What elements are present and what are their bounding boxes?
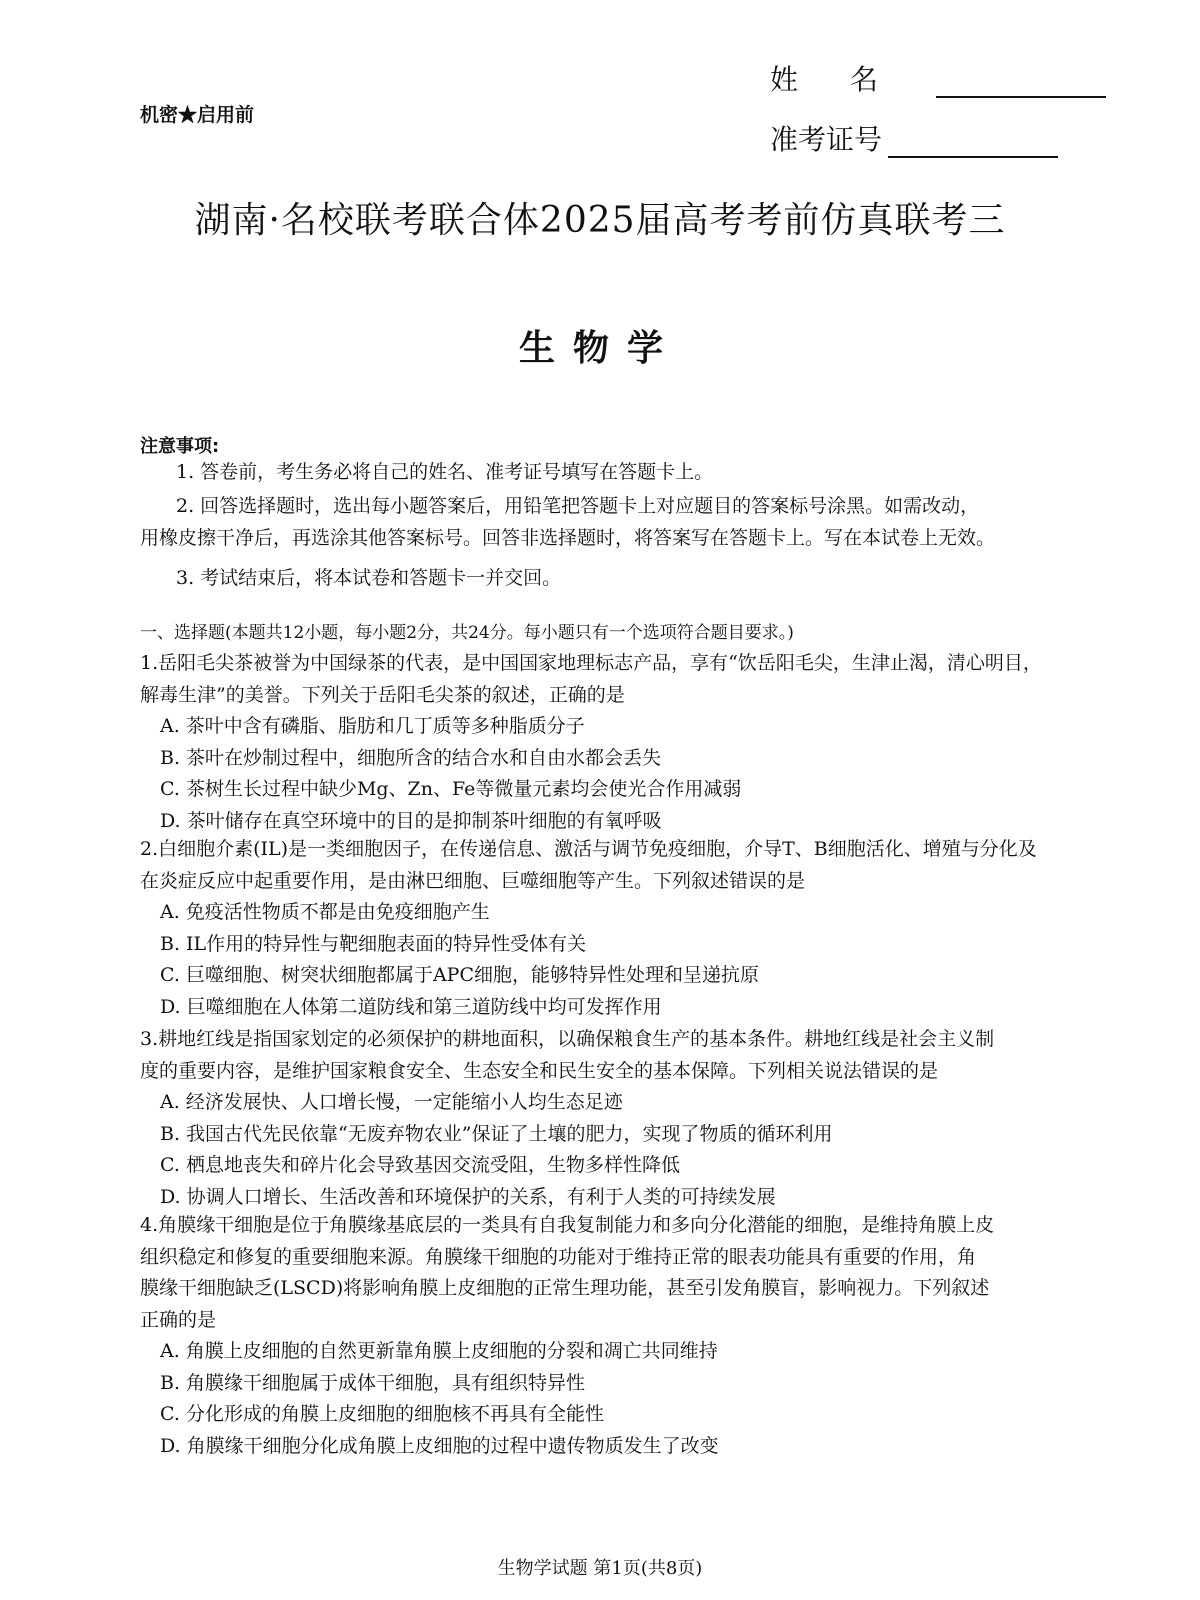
option-d: D. 茶叶储存在真空环境中的目的是抑制茶叶细胞的有氧呼吸 [160,809,662,832]
note-item-2-line-1: 2. 回答选择题时，选出每小题答案后，用铅笔把答题卡上对应题目的答案标号涂黑。如需改动， [176,495,980,517]
option-a: A. 经济发展快、人口增长慢，一定能缩小人均生态足迹 [160,1091,623,1113]
question-stem-line: 1.岳阳毛尖茶被誉为中国绿茶的代表，是中国国家地理标志产品，享有“饮岳阳毛尖，生津止渴，清心明目， [140,652,1042,674]
option-a: A. 免疫活性物质不都是由免疫细胞产生 [160,901,490,923]
option-b: B. 角膜缘干细胞属于成体干细胞，具有组织特异性 [160,1371,586,1394]
note-item-3: 3. 考试结束后，将本试卷和答题卡一并交回。 [176,567,562,589]
question-stem-line: 4.角膜缘干细胞是位于角膜缘基底层的一类具有自我复制能力和多向分化潜能的细胞，是维持角膜上皮 [140,1214,995,1236]
question-4 [140,1210,1060,1462]
question-stem-line: 3.耕地红线是指国家划定的必须保护的耕地面积，以确保粮食生产的基本条件。耕地红线是社会主义制 [140,1028,995,1050]
note-item-1: 1. 答卷前，考生务必将自己的姓名、准考证号填写在答题卡上。 [176,461,714,483]
option-c: C. 茶树生长过程中缺少Mg、Zn、Fe等微量元素均会使光合作用减弱 [160,778,742,800]
exam-id-label: 准考证号 [770,123,883,156]
exam-title: 湖南·名校联考联合体2025届高考考前仿真联考三 [194,200,1006,241]
name-blank-line [936,66,1106,98]
option-c: C. 栖息地丧失和碎片化会导致基因交流受阻，生物多样性降低 [160,1154,680,1176]
question-3 [140,1024,1060,1213]
notes-heading: 注意事项: [140,436,220,457]
exam-id-blank-line [888,126,1058,158]
option-d: D. 角膜缘干细胞分化成角膜上皮细胞的过程中遗传物质发生了改变 [160,1434,719,1457]
question-2 [140,834,1060,1023]
question-stem-line: 解毒生津”的美誉。下列关于岳阳毛尖茶的叙述，正确的是 [140,683,625,706]
name-label: 姓名 [770,63,931,96]
option-a: A. 角膜上皮细胞的自然更新靠角膜上皮细胞的分裂和凋亡共同维持 [160,1340,718,1362]
option-b: B. 茶叶在炒制过程中，细胞所含的结合水和自由水都会丢失 [160,746,662,769]
name-field [770,58,1106,98]
page-footer: 生物学试题 第1页(共8页) [497,1558,703,1579]
confidential-label: 机密★启用前 [140,104,255,126]
subject-title: 生物学 [518,328,681,369]
exam-id-field [770,118,1058,158]
option-b: B. IL作用的特异性与靶细胞表面的特异性受体有关 [160,932,587,955]
option-b: B. 我国古代先民依靠“无废弃物农业”保证了土壤的肥力，实现了物质的循环利用 [160,1122,833,1145]
note-item-2-line-2: 用橡皮擦干净后，再选涂其他答案标号。回答非选择题时，将答案写在答题卡上。写在本试卷上无效。 [140,527,996,549]
question-stem-line: 组织稳定和修复的重要细胞来源。角膜缘干细胞的功能对于维持正常的眼表功能具有重要的作用，角 [140,1245,977,1268]
question-stem-line: 在炎症反应中起重要作用，是由淋巴细胞、巨噬细胞等产生。下列叙述错误的是 [140,869,806,892]
option-d: D. 巨噬细胞在人体第二道防线和第三道防线中均可发挥作用 [160,995,662,1018]
option-c: C. 分化形成的角膜上皮细胞的细胞核不再具有全能性 [160,1403,604,1425]
question-stem-line: 膜缘干细胞缺乏(LSCD)将影响角膜上皮细胞的正常生理功能，甚至引发角膜盲，影响视力。下列叙述 [140,1277,990,1299]
option-c: C. 巨噬细胞、树突状细胞都属于APC细胞，能够特异性处理和呈递抗原 [160,964,759,986]
option-d: D. 协调人口增长、生活改善和环境保护的关系，有利于人类的可持续发展 [160,1185,776,1208]
question-stem-line: 度的重要内容，是维护国家粮食安全、生态安全和民生安全的基本保障。下列相关说法错误的是 [140,1059,939,1082]
option-a: A. 茶叶中含有磷脂、脂肪和几丁质等多种脂质分子 [160,715,585,737]
section-heading: 一、选择题(本题共12小题，每小题2分，共24分。每小题只有一个选项符合题目要求。) [140,623,794,643]
question-1 [140,648,1060,837]
question-stem-line: 正确的是 [140,1308,217,1331]
question-stem-line: 2.白细胞介素(IL)是一类细胞因子，在传递信息、激活与调节免疫细胞，介导T、B细胞活化、增殖与分化及 [140,838,1037,860]
